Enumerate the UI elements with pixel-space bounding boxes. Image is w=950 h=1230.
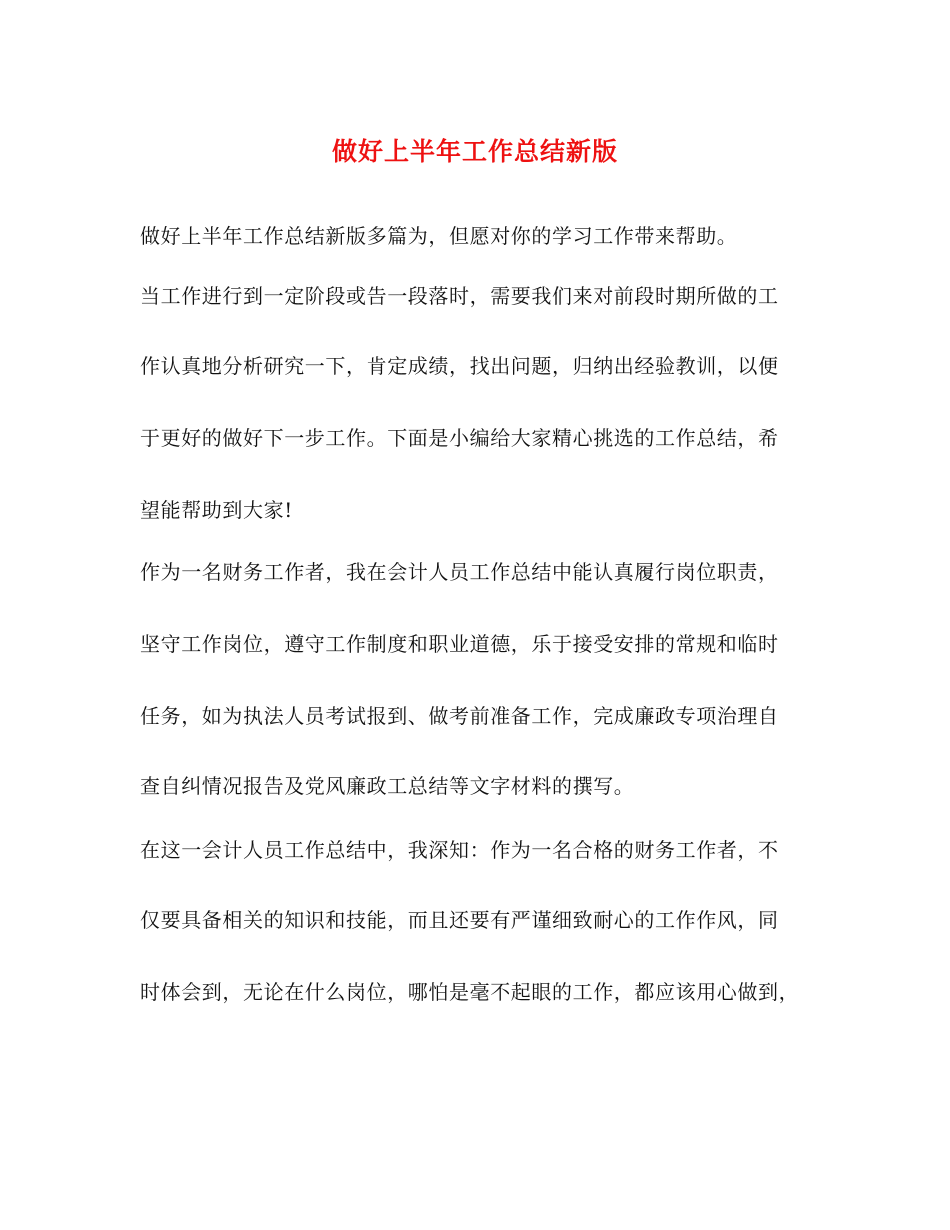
paragraph-line: 任务，如为执法人员考试报到、做考前准备工作，完成廉政专项治理自 — [140, 704, 779, 728]
paragraph-line: 坚守工作岗位，遵守工作制度和职业道德，乐于接受安排的常规和临时 — [140, 632, 779, 656]
paragraph-line: 作认真地分析研究一下，肯定成绩，找出问题，归纳出经验教训，以便 — [140, 354, 779, 378]
paragraph-line: 时体会到，无论在什么岗位，哪怕是毫不起眼的工作，都应该用心做到， — [140, 980, 800, 1004]
paragraph-line: 作为一名财务工作者，我在会计人员工作总结中能认真履行岗位职责， — [140, 560, 779, 584]
document-title: 做好上半年工作总结新版 — [331, 137, 618, 166]
paragraph-line: 于更好的做好下一步工作。下面是小编给大家精心挑选的工作总结，希 — [140, 426, 779, 450]
paragraph-line: 在这一会计人员工作总结中，我深知：作为一名合格的财务工作者，不 — [140, 838, 779, 862]
paragraph-line: 查自纠情况报告及党风廉政工总结等文字材料的撰写。 — [140, 774, 635, 798]
paragraph-line: 望能帮助到大家! — [140, 498, 293, 522]
paragraph-line: 仅要具备相关的知识和技能，而且还要有严谨细致耐心的工作作风，同 — [140, 908, 779, 932]
paragraph-line: 当工作进行到一定阶段或告一段落时，需要我们来对前段时期所做的工 — [140, 284, 779, 308]
intro-line: 做好上半年工作总结新版多篇为，但愿对你的学习工作带来帮助。 — [140, 224, 738, 248]
